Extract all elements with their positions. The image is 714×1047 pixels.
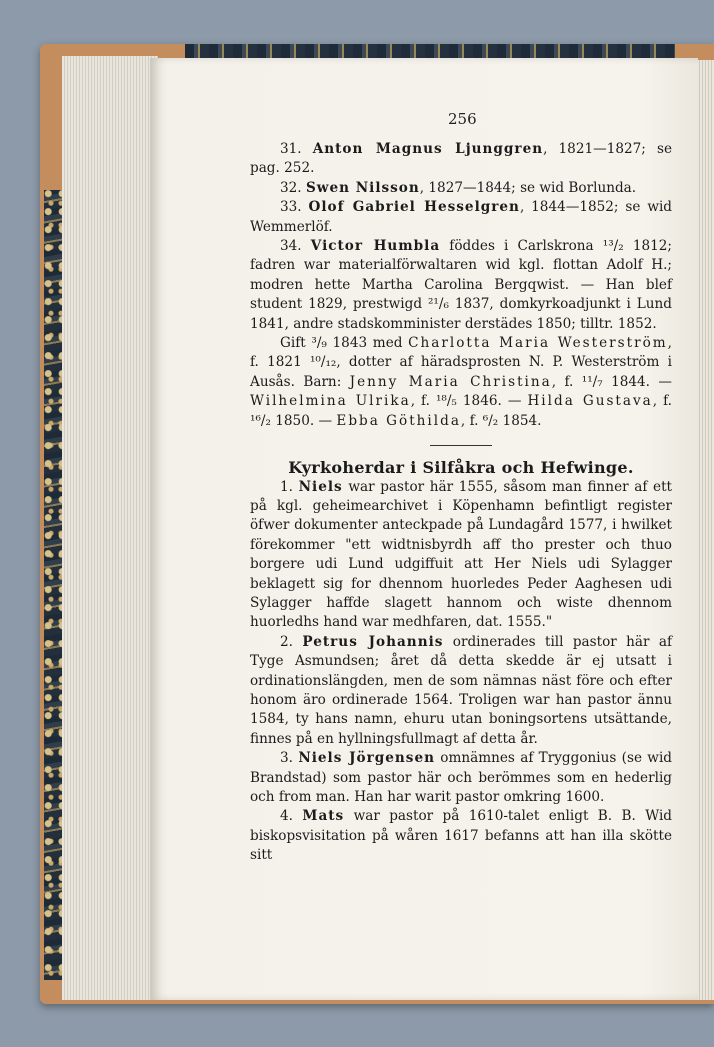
entry-text: , 1844—1852; se wid Wemmerlöf. [250,199,673,235]
entry-text: war pastor här 1555, såsom man finner af ett på kgl. geheimearchivet i Köpenhamn befintligt register öfwer dokumenter anteckpade på Lundagård 1577, i hwilket förekommer "ett widtnisbyrdh aff tho prester och thuo borgere udi Lund udgiffuit att Her Niels udi Sylagger beklagett sig for dhennom huorledes Peder Aaghesen udi Sylagger haffde slagett hannom och wiste dhennom huorledhs hand war medhfaren, dat. 1555." [250,478,672,631]
entry-name: Mats [302,808,345,825]
section-divider [430,445,492,446]
entry-text: , 1827—1844; se wid Borlunda. [419,179,637,196]
entry-name: Petrus Johannis [302,633,444,650]
gift-text: , f. ¹⁸/₅ 1846. — [410,393,528,410]
marriage-paragraph [250,334,672,431]
entry-name: Swen Nilsson [305,179,420,196]
entry-text: , 1821—1827; se pag. 252. [250,141,672,177]
entry-31 [250,140,672,179]
entry-number: 4. [280,808,293,825]
entry-name: Niels [298,478,343,495]
entry-number: 32. [280,179,302,196]
page-number: 256 [448,110,477,128]
entry-number: 2. [280,633,293,650]
entry-number: 34. [280,238,302,255]
entry-32 [250,179,672,198]
wife-name: Charlotta Maria Westerström [408,335,668,352]
entry-number: 3. [280,750,293,767]
section-entry-4 [250,807,672,865]
entry-text: war pastor på 1610-talet enligt B. B. Wid biskopsvisitation på wåren 1617 befanns att han illa skötte sitt [250,808,672,864]
entry-33 [250,198,672,237]
page-text [250,140,672,866]
section-entry-1 [250,478,672,633]
entry-number: 33. [280,199,302,216]
entry-name: Anton Magnus Ljunggren [312,141,544,157]
entry-34 [250,237,672,334]
entry-text: ordinerades till pastor här af Tyge Asmundsen; året då detta skedde är ej utsatt i ordinationslängden, men de som nämnas näst före och efter honom äro ordinerade 1564. Troligen war han pastor ännu 1584, ty hans namn, ehuru utan boningsortens utsättande, finnes på en hyllningsfullmagt af detta år. [250,633,673,747]
marbled-board-top [185,44,675,58]
entry-text: omnämnes af Tryggonius (se wid Brandstad) som pastor här och berömmes som en hederlig och from man. Han har warit pastor omkring 1600. [250,750,672,805]
section-entry-3 [250,749,672,807]
gift-text: , f. ¹¹/₇ 1844. — [551,373,672,390]
entry-text: föddes i Carlskrona ¹³/₂ 1812; fadren war materialförwaltaren wid kgl. flottan Adolf H.; modren hette Martha Carolina Bergqwist. — Han blef student 1829, prestwigd ²¹/₆ 1837, domkyrkoadjunkt i Lund 1841, andre stadskomminister derstädes 1850; tilltr. 1852. [250,238,672,332]
entry-name: Victor Humbla [310,238,441,255]
gift-text: , f. 1821 ¹⁰/₁₂, dotter af häradsprosten N. P. Westerström i Ausås. Barn: [250,335,672,390]
child-name: Jenny Maria Christina [349,373,552,390]
entry-name: Niels Jörgensen [298,750,435,767]
section-entry-2 [250,633,672,749]
entry-number: 1. [280,478,293,495]
entry-name: Olof Gabriel Hesselgren [308,199,520,216]
section-heading: Kyrkoherdar i Silfåkra och Hefwinge. [288,458,634,478]
child-name: Hilda Gustava [527,393,653,410]
gift-text: , f. ⁶/₂ 1854. [460,412,542,429]
child-name: Ebba Göthilda [336,412,461,429]
gift-text: Gift ³/₉ 1843 med [280,335,409,352]
entry-number: 31. [280,141,302,157]
child-name: Wilhelmina Ulrika [250,393,411,410]
page-stack-left [62,56,158,1000]
gift-text: , f. ¹⁶/₂ 1850. — [250,393,672,429]
